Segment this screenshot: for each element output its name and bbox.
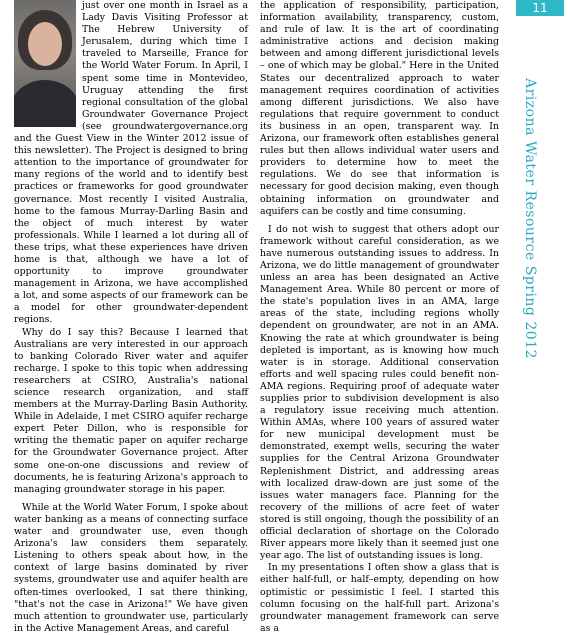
right-column bbox=[260, 0, 499, 635]
sidebar-title-container bbox=[516, 0, 564, 426]
left-paragraph-3: While at the World Water Forum, I spoke about water banking as a means of connecting surface water and groundwater use, even though Arizona's law considers them separately. Listening to others speak about how, in the context of large basins dominated by river systems, groundwater use and aquifer health are often-times overlooked, I sat there thinking, "that's not the case in Arizona!" We have given much attention to groundwater use, particularly in the Active Management Areas, and careful bbox=[14, 501, 248, 634]
right-paragraph-3: In my presentations I often show a glass that is either half-full, or half–empty, depending on how optimistic or pessimistic I feel. I started this column focusing on the half-full part. Arizona's groundwater management framework can serve as a bbox=[260, 562, 499, 634]
left-column bbox=[14, 0, 248, 635]
right-paragraph-1: the application of responsibility, participation, information availability, transparency, custom, and rule of law. It is the art of coordinating administrative actions and decision making between and among different jurisdictional levels – one of which may be global." Here in the United States our decentralized approach to water management requires coordination of activities among different jurisdictions. We also have regulations that require government to conduct its business in an open, transparent way. In Arizona, our framework often establishes general rules but then allows individual water users and providers to determine how to meet the regulations. We do see that information is necessary for good decision making, even though obtaining information on groundwater and aquifers can be costly and time consuming. bbox=[260, 0, 499, 217]
sidebar bbox=[512, 0, 568, 426]
right-paragraph-2: I do not wish to suggest that others adopt our framework without careful consideration, as we have numerous outstanding issues to address. In Arizona, we do little management of groundwater unless an area has been designated an Active Management Area. While 80 percent or more of the state's population lives in an AMA, large areas of the state, including regions wholly dependent on groundwater, are not in an AMA. Knowing the rate at which groundwater is being depleted is important, as is knowing how much water is in storage. Additional conservation efforts and well spacing rules could benefit non-AMA regions. Requiring proof of adequate water supplies prior to subdivision development is also a regulatory issue receiving much attention. Within AMAs, where 100 years of assured water for new municipal development must be demonstrated, exempt wells, securing the water supplies for the Central Arizona Groundwater Replenishment District, and addressing areas with localized draw-down are just some of the issues water managers face. Planning for the recovery of the millions of acre feet of water stored is still ongoing, though the possibility of an official declaration of shortage on the Colorado River appears more likely than it seemed just one year ago. The list of outstanding issues is long. bbox=[260, 223, 499, 562]
left-paragraph-1: just over one month in Israel as a Lady Davis Visiting Professor at The Hebrew University of Jerusalem, during which time I traveled to Marseille, France for the World Water Forum. In April, I spent some time in Montevideo, Uruguay attending the first regional consultation of the global Groundwater Governance Project (see groundwatergovernance.org and the Guest View in the Winter 2012 issue of this newsletter). The Project is designed to bring attention to the importance of groundwater for many regions of the world and to identify best practices or frameworks for good groundwater governance. Most recently I visited Australia, home to the famous Murray-Darling Basin and the object of much interest by water professionals. While I learned a lot during all of these trips, what these experiences have driven home is that, although we have a lot of opportunity to improve groundwater management in Arizona, we have accomplished a lot, and some aspects of our framework can be a model for other groundwater-dependent regions. bbox=[14, 0, 248, 326]
author-photo bbox=[14, 0, 76, 127]
sidebar-title: Arizona Water Resource Spring 2012 bbox=[522, 78, 538, 359]
left-paragraph-2: Why do I say this? Because I learned that Australians are very interested in our approach to banking Colorado River water and aquifer recharge. I spoke to this topic when addressing researchers at CSIRO, Australia's national science research organization, and staff members at the Murray-Darling Basin Authority. While in Adelaide, I met CSIRO aquifer recharge expert Peter Dillon, who is responsible for writing the thematic paper on aquifer recharge for the Groundwater Governance project. After some one-on-one discussions and review of documents, he is featuring Arizona's approach to managing groundwater storage in his paper. bbox=[14, 326, 248, 495]
page-number: 11 bbox=[516, 0, 564, 16]
